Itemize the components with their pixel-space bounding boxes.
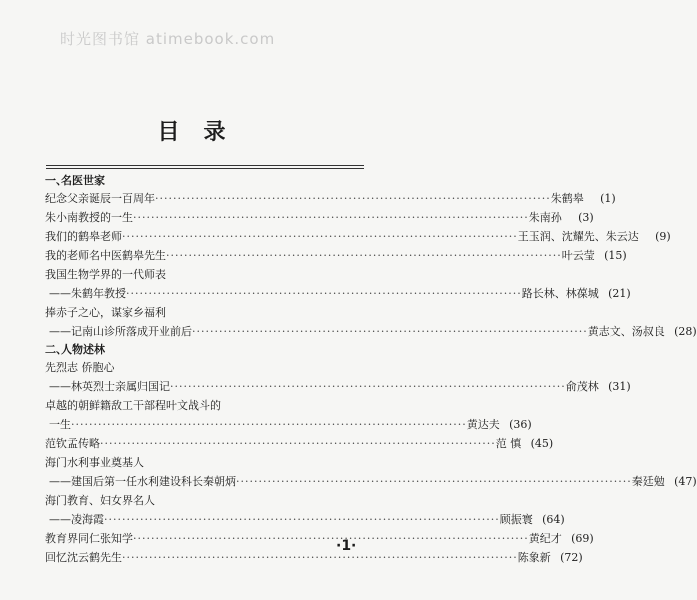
toc-title-line: 海门水利事业奠基人 (45, 456, 144, 469)
toc-entry[interactable] (45, 548, 583, 567)
dot-leader (170, 377, 566, 396)
entry-title: ——朱鹤年教授 (49, 287, 126, 300)
toc-entry[interactable] (45, 415, 532, 434)
entry-title: 教育界同仁张知学 (45, 532, 133, 545)
entry-page: (9) (655, 230, 671, 243)
entry-page: (45) (530, 437, 554, 450)
entry-author: 顾振寰 (499, 513, 533, 526)
toc-entry[interactable] (45, 208, 594, 227)
page-title: 目录 (157, 120, 250, 145)
entry-title: 纪念父亲诞辰一百周年 (45, 192, 155, 205)
entry-author: 路长林、林葆城 (521, 287, 599, 300)
entry-author: 王玉润、沈耀先、朱云达 (517, 230, 639, 243)
toc-entry[interactable] (45, 322, 697, 341)
section-heading (45, 172, 365, 189)
section-number: 二、 (45, 343, 67, 356)
entry-title: 回忆沈云鹤先生 (45, 551, 122, 564)
watermark: 时光图书馆 atimebook.com (60, 30, 276, 48)
entry-page: (72) (560, 551, 583, 564)
dot-leader (133, 529, 529, 548)
dot-leader (122, 548, 518, 567)
toc-entry[interactable] (45, 246, 627, 265)
entry-page: (15) (604, 249, 627, 262)
dot-leader (122, 227, 518, 246)
toc-entry[interactable] (45, 227, 671, 246)
entry-title: 我的老师名中医鹤皋先生 (45, 249, 166, 262)
section-title: 人物述林 (61, 343, 105, 356)
toc-entry[interactable] (45, 434, 554, 453)
toc-title-line: 海门教育、妇女界名人 (45, 494, 155, 507)
entry-title: ——记南山诊所落成开业前后 (49, 325, 192, 338)
dot-leader (71, 415, 467, 434)
entry-page: (64) (542, 513, 565, 526)
section-heading (45, 341, 365, 358)
dot-leader (166, 246, 562, 265)
entry-page: (1) (600, 192, 616, 205)
entry-title: 一生 (49, 418, 71, 431)
title-rule (46, 165, 364, 166)
toc-title-line: 捧赤子之心，谋家乡福利 (45, 306, 166, 319)
entry-author: 范 慎 (495, 437, 522, 450)
entry-title: 范钦孟传略 (45, 437, 100, 450)
dot-leader (155, 189, 551, 208)
entry-title: ——林英烈士亲属归国记 (49, 380, 170, 393)
title-rule (46, 168, 364, 169)
toc-entry[interactable] (45, 189, 616, 208)
entry-title: ——凌海霞 (49, 513, 104, 526)
dot-leader (104, 510, 500, 529)
entry-author: 叶云莹 (561, 249, 595, 262)
dot-leader (126, 284, 522, 303)
toc-entry[interactable] (45, 472, 697, 491)
toc-entry[interactable] (45, 529, 594, 548)
entry-page: (31) (608, 380, 631, 393)
entry-page: (3) (578, 211, 594, 224)
entry-title: 朱小南教授的一生 (45, 211, 133, 224)
entry-page: (28) (674, 325, 697, 338)
section-title: 名医世家 (61, 174, 105, 187)
entry-author: 黄达夫 (466, 418, 500, 431)
entry-page: (36) (509, 418, 532, 431)
entry-author: 秦廷勉 (631, 475, 665, 488)
entry-author: 黄志文、汤叔良 (587, 325, 665, 338)
entry-page: (21) (608, 287, 631, 300)
toc-title-line: 我国生物学界的一代师表 (45, 268, 166, 281)
entry-page: (47) (674, 475, 697, 488)
dot-leader (133, 208, 529, 227)
dot-leader (192, 322, 588, 341)
entry-title: ——建国后第一任水利建设科长秦朝炳 (49, 475, 236, 488)
table-of-contents (45, 172, 697, 567)
entry-author: 朱南孙 (528, 211, 562, 224)
page-number: ·1· (336, 538, 357, 554)
toc-title-line: 先烈志 侨胞心 (45, 361, 115, 374)
entry-page: (69) (571, 532, 594, 545)
dot-leader (100, 434, 496, 453)
toc-entry[interactable] (45, 510, 565, 529)
entry-author: 黄纪才 (528, 532, 562, 545)
dot-leader (236, 472, 632, 491)
entry-title: 我们的鹤皋老师 (45, 230, 122, 243)
toc-title-line: 卓越的朝鲜籍敌工干部程叶文战斗的 (45, 399, 221, 412)
entry-author: 朱鹤皋 (550, 192, 584, 205)
section-number: 一、 (45, 174, 67, 187)
toc-entry[interactable] (45, 377, 631, 396)
entry-author: 陈象新 (517, 551, 551, 564)
toc-entry[interactable] (45, 284, 631, 303)
entry-author: 俞茂林 (565, 380, 599, 393)
